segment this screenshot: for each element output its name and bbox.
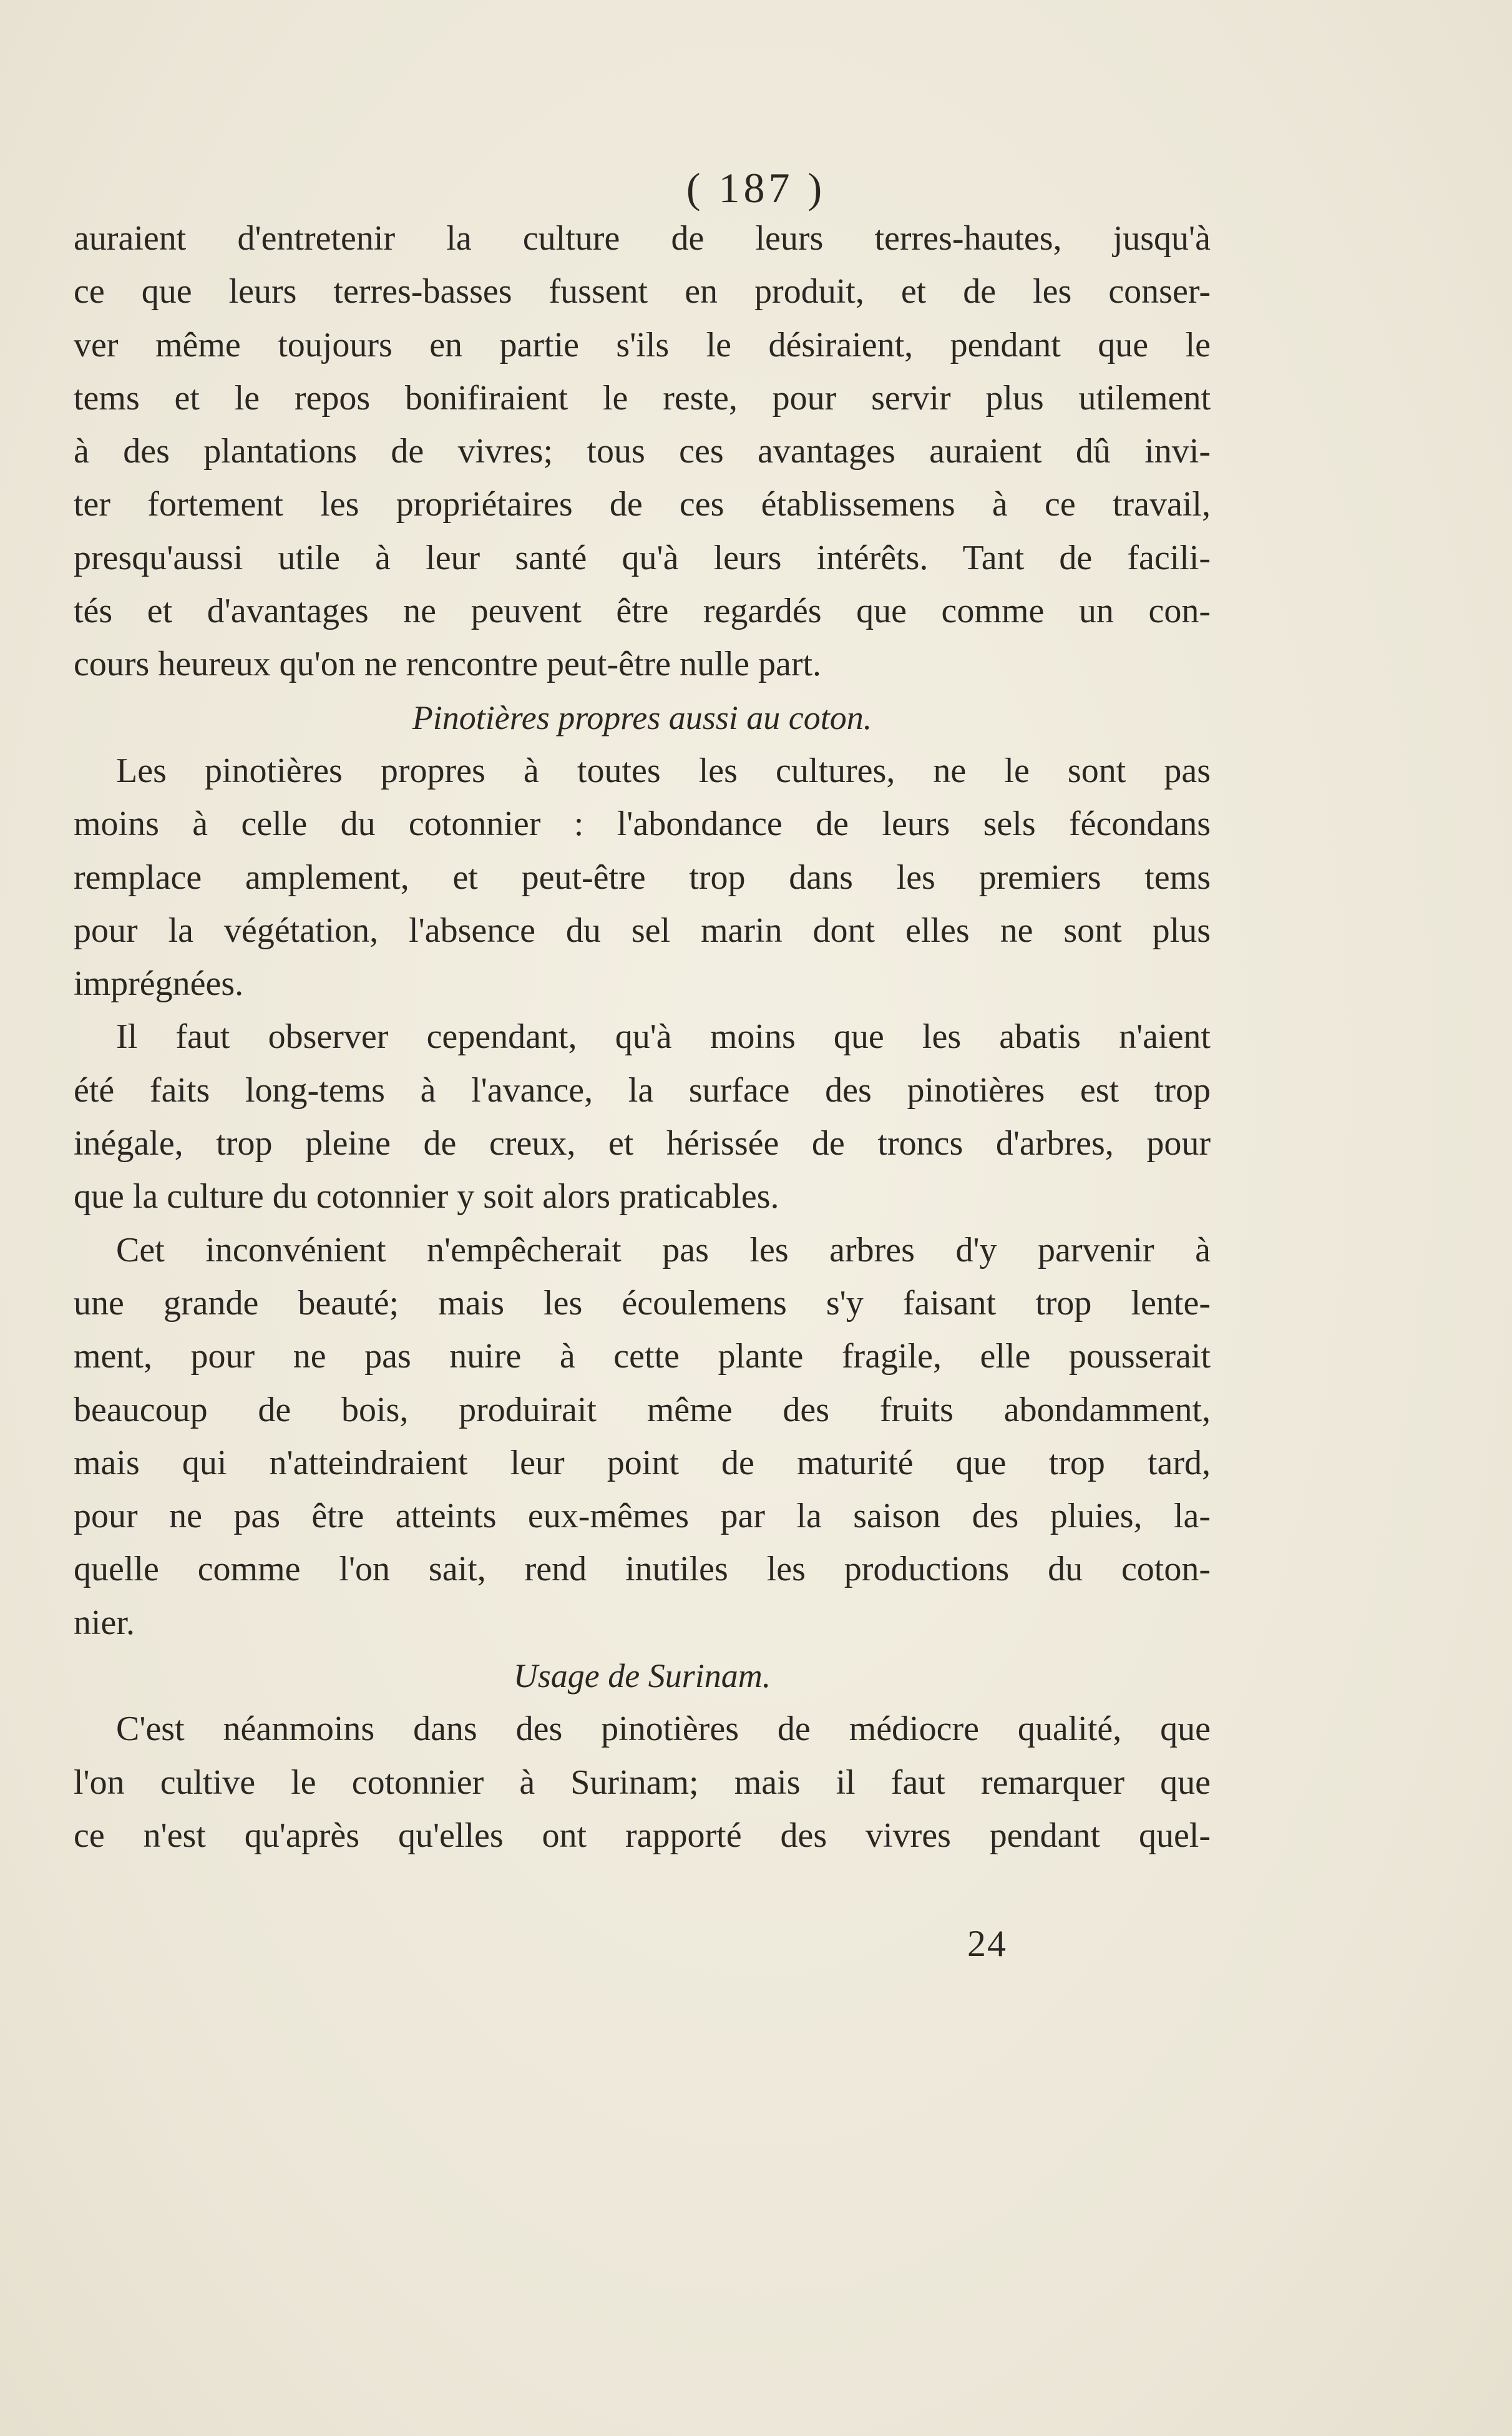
text-line: moins à celle du cotonnier : l'abondance de leurs sels fécondans: [74, 805, 1211, 844]
text-line: ce n'est qu'après qu'elles ont rapporté des vivres pendant quel-: [74, 1816, 1211, 1855]
page-number: ( 187 ): [686, 164, 826, 212]
text-line: mais qui n'atteindraient leur point de maturité que trop tard,: [74, 1443, 1211, 1482]
text-line: auraient d'entretenir la culture de leurs terres-hautes, jusqu'à: [74, 219, 1211, 258]
text-line: quelle comme l'on sait, rend inutiles les productions du coton-: [74, 1550, 1211, 1589]
text-line: Il faut observer cependant, qu'à moins que les abatis n'aient: [116, 1017, 1211, 1057]
text-line: cours heureux qu'on ne rencontre peut-être nulle part.: [74, 645, 822, 684]
text-line: imprégnées.: [74, 964, 244, 1004]
text-line: C'est néanmoins dans des pinotières de médiocre qualité, que: [116, 1710, 1211, 1749]
text-line: été faits long-tems à l'avance, la surface des pinotières est trop: [74, 1070, 1211, 1110]
text-line: ter fortement les propriétaires de ces établissemens à ce travail,: [74, 485, 1211, 524]
text-line: ver même toujours en partie s'ils le désiraient, pendant que le: [74, 325, 1211, 364]
text-line: inégale, trop pleine de creux, et hérissée de troncs d'arbres, pour: [74, 1124, 1211, 1163]
text-line: à des plantations de vivres; tous ces avantages auraient dû invi-: [74, 432, 1211, 471]
text-line: tés et d'avantages ne peuvent être regardés que comme un con-: [74, 592, 1211, 631]
section-heading: Usage de Surinam.: [513, 1657, 771, 1695]
text-line: ce que leurs terres-basses fussent en produit, et de les conser-: [74, 272, 1211, 311]
text-line: presqu'aussi utile à leur santé qu'à leurs intérêts. Tant de facili-: [74, 538, 1211, 577]
text-line: remplace amplement, et peut-être trop dans les premiers tems: [74, 858, 1211, 897]
signature-mark: 24: [967, 1923, 1007, 1964]
body-text: [74, 212, 1211, 1862]
text-line: pour ne pas être atteints eux-mêmes par la saison des pluies, la-: [74, 1497, 1211, 1536]
text-line: beaucoup de bois, produirait même des fruits abondamment,: [74, 1390, 1211, 1429]
text-line: l'on cultive le cotonnier à Surinam; mais il faut remarquer que: [74, 1763, 1211, 1802]
section-heading: Pinotières propres aussi au coton.: [412, 698, 872, 736]
text-line: Les pinotières propres à toutes les cultures, ne le sont pas: [116, 751, 1211, 790]
text-line: une grande beauté; mais les écoulemens s'y faisant trop lente-: [74, 1283, 1211, 1323]
text-line: Cet inconvénient n'empêcherait pas les arbres d'y parvenir à: [116, 1230, 1211, 1269]
text-line: ment, pour ne pas nuire à cette plante fragile, elle pousserait: [74, 1337, 1211, 1376]
text-line: tems et le repos bonifiraient le reste, pour servir plus utilement: [74, 378, 1211, 418]
text-line: que la culture du cotonnier y soit alors praticables.: [74, 1177, 779, 1216]
text-line: nier.: [74, 1603, 135, 1642]
text-line: pour la végétation, l'absence du sel marin dont elles ne sont plus: [74, 911, 1211, 950]
